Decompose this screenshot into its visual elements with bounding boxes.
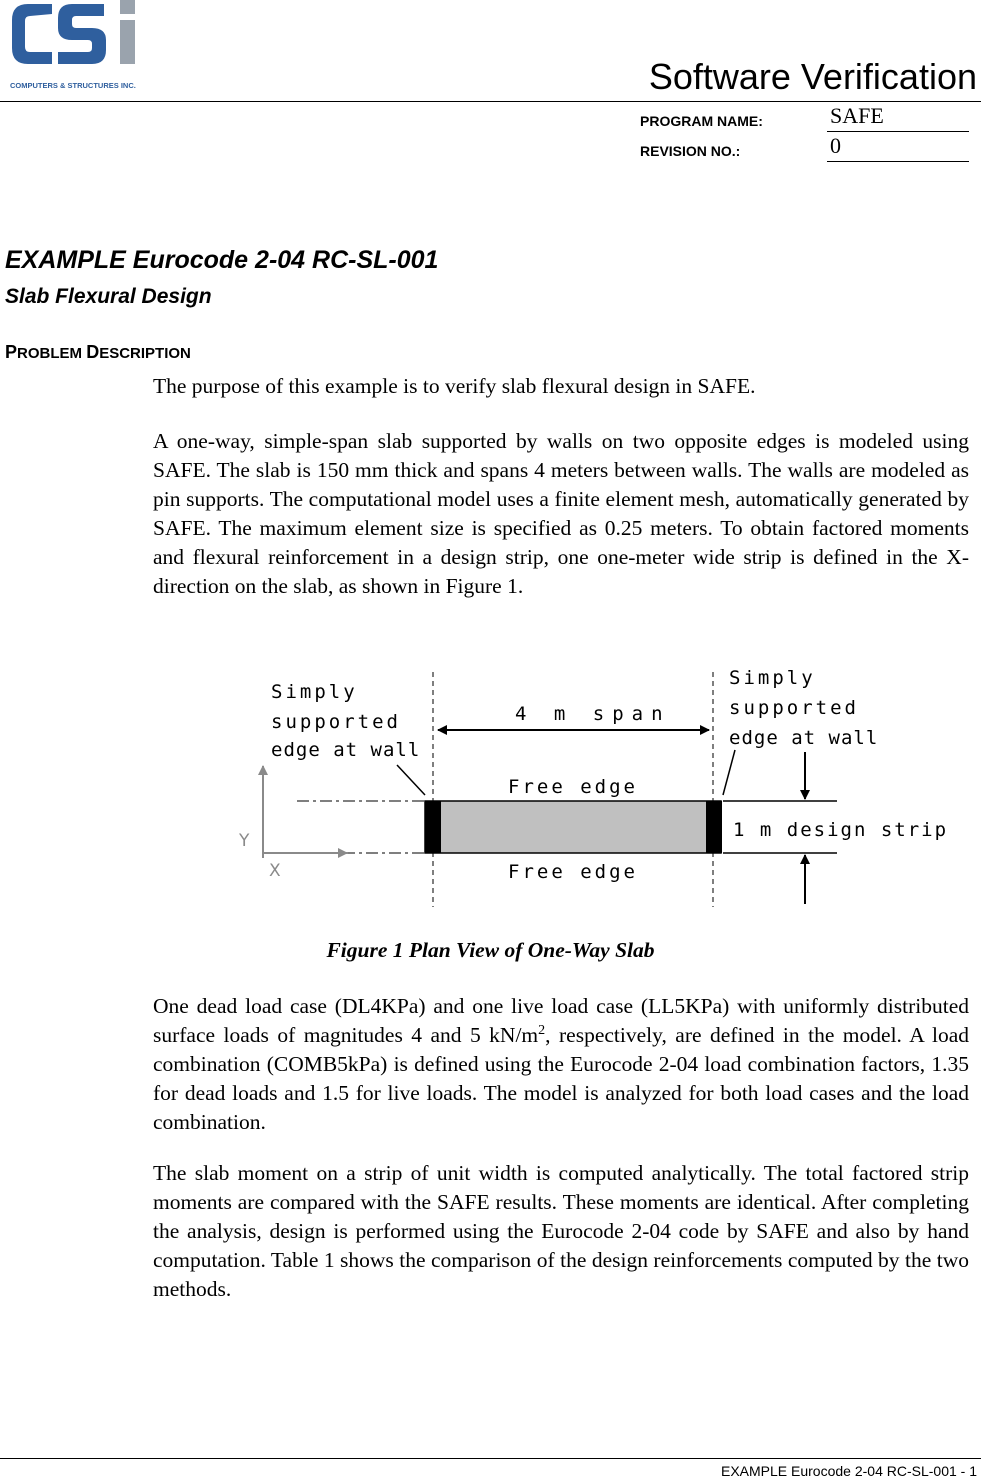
plan-view-figure [225,652,949,914]
revision-underline [827,161,969,162]
left-support-label-line3: edge at wall [271,739,421,761]
example-subtitle: Slab Flexural Design [5,285,212,308]
left-support-label-line1: Simply [271,681,358,703]
axis-y-label: Y [239,831,250,851]
paragraph-load-cases [153,992,969,1137]
example-title: EXAMPLE Eurocode 2-04 RC-SL-001 [5,246,439,274]
design-strip-label: 1 m design strip [733,819,949,841]
free-edge-top-label: Free edge [508,776,638,798]
paragraph-results-comparison: The slab moment on a strip of unit width is computed analytically. The total factored strip moments are compared with the SAFE results. These moments are identical. After completing the analysis, design is performed using the Eurocode 2-04 code by SAFE and also by hand computation. Table 1 shows the comparison of the design reinforcements computed by the two methods. [153,1161,969,1301]
program-name-underline [827,131,969,132]
footer-divider [0,1458,981,1459]
heading-rest-p: ROBLEM [17,345,87,362]
revision-value: 0 [830,133,841,158]
load-cases-superscript: 2 [538,1022,546,1038]
free-edge-bottom-label: Free edge [508,861,638,883]
paragraph-purpose: The purpose of this example is to verify slab flexural design in SAFE. [153,374,756,398]
slab-strip [425,801,721,853]
figure-caption: Figure 1 Plan View of One-Way Slab [326,938,655,962]
right-wall [706,801,722,853]
csi-logo-graphic [8,0,148,96]
document-title: Software Verification [648,56,977,97]
program-name-value: SAFE [830,103,884,128]
left-support-label-line2: supported [271,711,401,733]
revision-label: REVISION NO.: [640,143,741,159]
left-label-leader [397,765,425,795]
heading-cap-d: D [86,342,100,362]
heading-rest-d: ESCRIPTION [99,345,191,362]
span-label: 4 m span [515,703,671,725]
right-support-label-line2: supported [729,697,859,719]
right-support-label-line3: edge at wall [729,727,879,749]
footer-page-label: EXAMPLE Eurocode 2-04 RC-SL-001 - 1 [720,1463,977,1479]
plan-view-svg [225,652,949,914]
heading-cap-p: P [5,342,18,362]
load-cases-text-part2: , respectively, are defined in the model. A load combination (COMB5kPa) is defined using the Eurocode 2-04 load combination factors, 1.35 for dead loads and 1.5 for live loads. The model is analyzed for both load cases and the load combination. [153,1023,969,1134]
right-label-leader [723,750,735,795]
logo-company-text: COMPUTERS & STRUCTURES INC. [10,81,136,90]
program-name-label: PROGRAM NAME: [640,113,763,129]
paragraph-model-description: A one-way, simple-span slab supported by walls on two opposite edges is modeled using SAFE. The slab is 150 mm thick and spans 4 meters between walls. The walls are modeled as pin supports. The computational model uses a finite element mesh, automatically generated by SAFE. The maximum element size is specified as 0.25 meters. To obtain factored moments and flexural reinforcement in a design strip, one one-meter wide strip is defined in the X-direction on the slab, as shown in Figure 1. [153,429,969,598]
csi-logo [8,0,148,96]
left-wall [425,801,441,853]
load-cases-text-part1: One dead load case (DL4KPa) and one live load case (LL5KPa) with uniformly distributed surface loads of magnitudes 4 and 5 kN/m [153,994,969,1047]
section-heading-problem-description [5,342,191,363]
header-divider [0,101,981,102]
axis-x-label: X [269,861,281,881]
right-support-label-line1: Simply [729,667,816,689]
